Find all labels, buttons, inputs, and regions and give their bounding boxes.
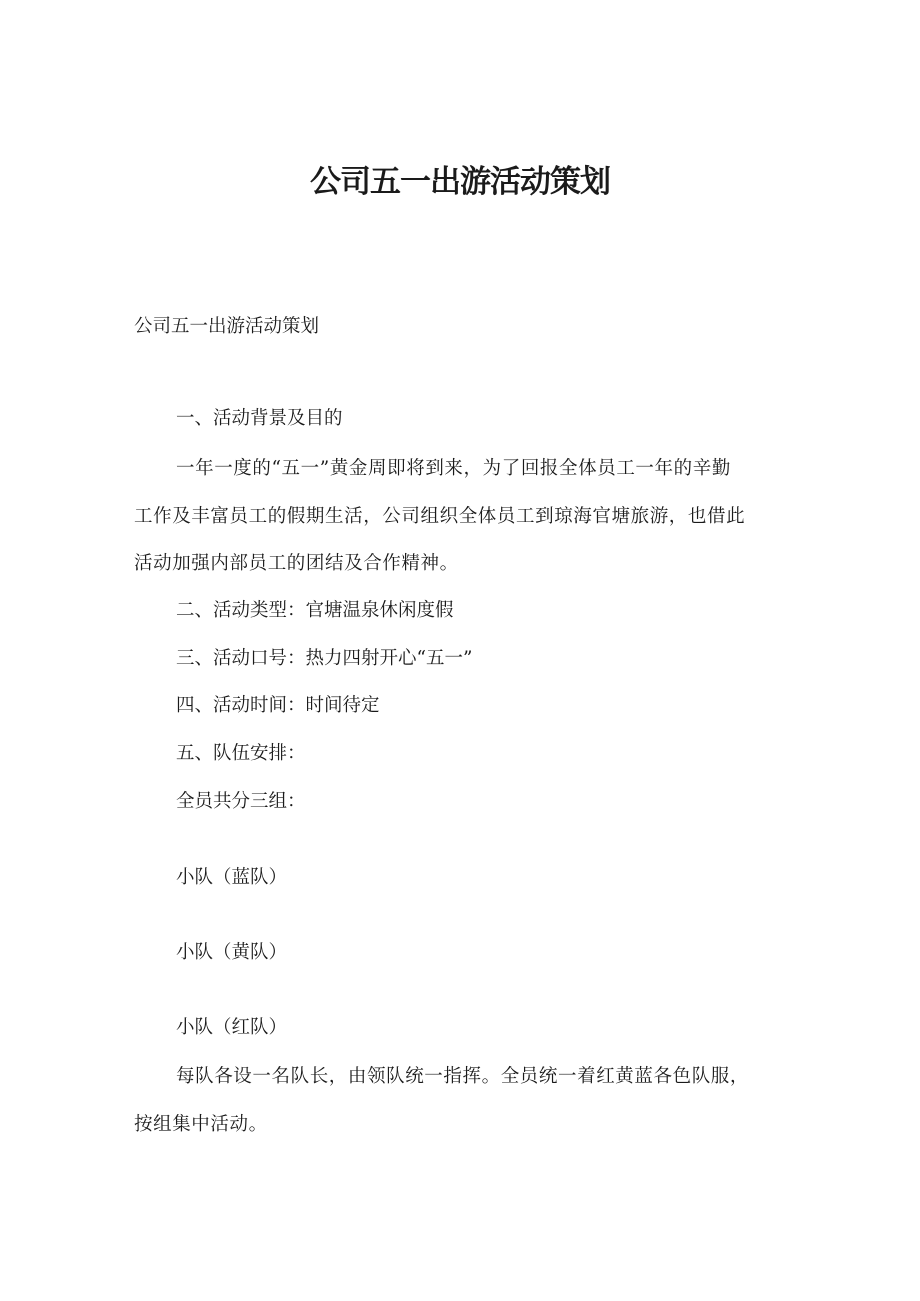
document-subtitle: 公司五一出游活动策划 [134, 316, 320, 337]
section-3-slogan: 三、活动口号：热力四射开心“五一” [176, 648, 473, 669]
team-red: 小队（红队） [176, 1017, 288, 1038]
section-1-paragraph-line-1: 一年一度的“五一”黄金周即将到来，为了回报全体员工一年的辛勤 [176, 458, 731, 479]
team-blue: 小队（蓝队） [176, 867, 288, 888]
section-1-paragraph-line-3: 活动加强内部员工的团结及合作精神。 [134, 553, 459, 574]
leader-paragraph-line-1: 每队各设一名队长，由领队统一指挥。全员统一着红黄蓝各色队服， [176, 1066, 750, 1087]
team-yellow: 小队（黄队） [176, 942, 288, 963]
section-1-heading: 一、活动背景及目的 [176, 408, 343, 429]
section-1-paragraph-line-2: 工作及丰富员工的假期生活，公司组织全体员工到琼海官塘旅游，也借此 [134, 506, 746, 527]
document-title: 公司五一出游活动策划 [310, 164, 610, 200]
leader-paragraph-line-2: 按组集中活动。 [134, 1114, 268, 1135]
groups-intro: 全员共分三组： [176, 791, 306, 812]
section-5-team-arrangement: 五、队伍安排： [176, 743, 306, 764]
section-4-activity-time: 四、活动时间：时间待定 [176, 695, 380, 716]
section-2-activity-type: 二、活动类型：官塘温泉休闲度假 [176, 600, 454, 621]
